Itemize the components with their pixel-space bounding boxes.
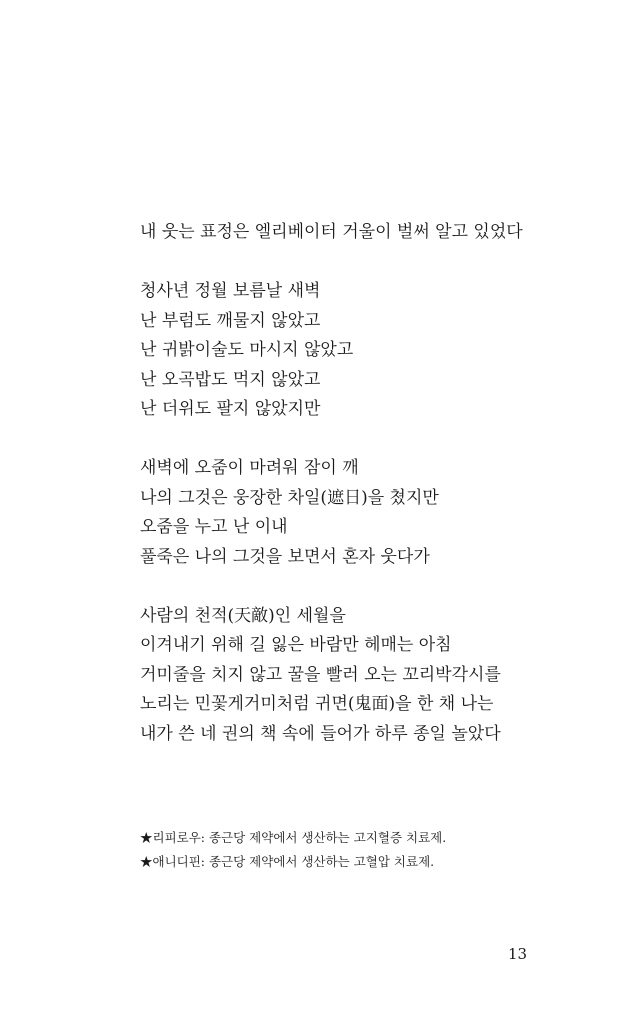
poem-line: 사람의 천적(天敵)인 세월을 — [140, 605, 346, 626]
stanza-3 — [140, 454, 580, 572]
poem-line: 오줌을 누고 난 이내 — [140, 517, 288, 537]
poem-line: 난 귀밝이술도 마시지 않았고 — [140, 340, 354, 360]
poem-line: 내 웃는 표정은 엘리베이터 거울이 벌써 알고 있었다 — [140, 222, 523, 242]
page-number: 13 — [508, 945, 528, 963]
poem-body — [140, 218, 580, 749]
poem-line: 나의 그것은 웅장한 차일(遮日)을 쳤지만 — [140, 487, 439, 508]
poem-line: 청사년 정월 보름날 새벽 — [140, 281, 321, 301]
stanza-1 — [140, 218, 580, 248]
poem-line: 난 부럼도 깨물지 않았고 — [140, 310, 321, 331]
poem-line: 이겨내기 위해 길 잃은 바람만 헤매는 아침 — [140, 635, 452, 655]
stanza-2 — [140, 277, 580, 425]
footnote: ★애니디핀: 종근당 제약에서 생산하는 고혈압 치료제. — [140, 854, 435, 869]
poem-line: 거미줄을 치지 않고 꿀을 빨러 오는 꼬리박각시를 — [140, 664, 501, 685]
stanza-gap — [140, 248, 580, 278]
poem-line: 난 오곡밥도 먹지 않았고 — [140, 369, 321, 390]
stanza-gap — [140, 425, 580, 455]
poem-line: 풀죽은 나의 그것을 보면서 혼자 웃다가 — [140, 546, 430, 567]
poem-line: 노리는 민꽃게거미처럼 귀면(鬼面)을 한 채 나는 — [140, 694, 494, 714]
poem-line: 새벽에 오줌이 마려워 잠이 깨 — [140, 458, 359, 478]
poem-line: 내가 쓴 네 권의 책 속에 들어가 하루 종일 놀았다 — [140, 723, 501, 744]
poem-line: 난 더위도 팔지 않았지만 — [140, 399, 321, 419]
footnotes — [140, 826, 600, 874]
stanza-gap — [140, 572, 580, 602]
stanza-4 — [140, 602, 580, 750]
footnote: ★리피로우: 종근당 제약에서 생산하는 고지혈증 치료제. — [140, 830, 447, 845]
